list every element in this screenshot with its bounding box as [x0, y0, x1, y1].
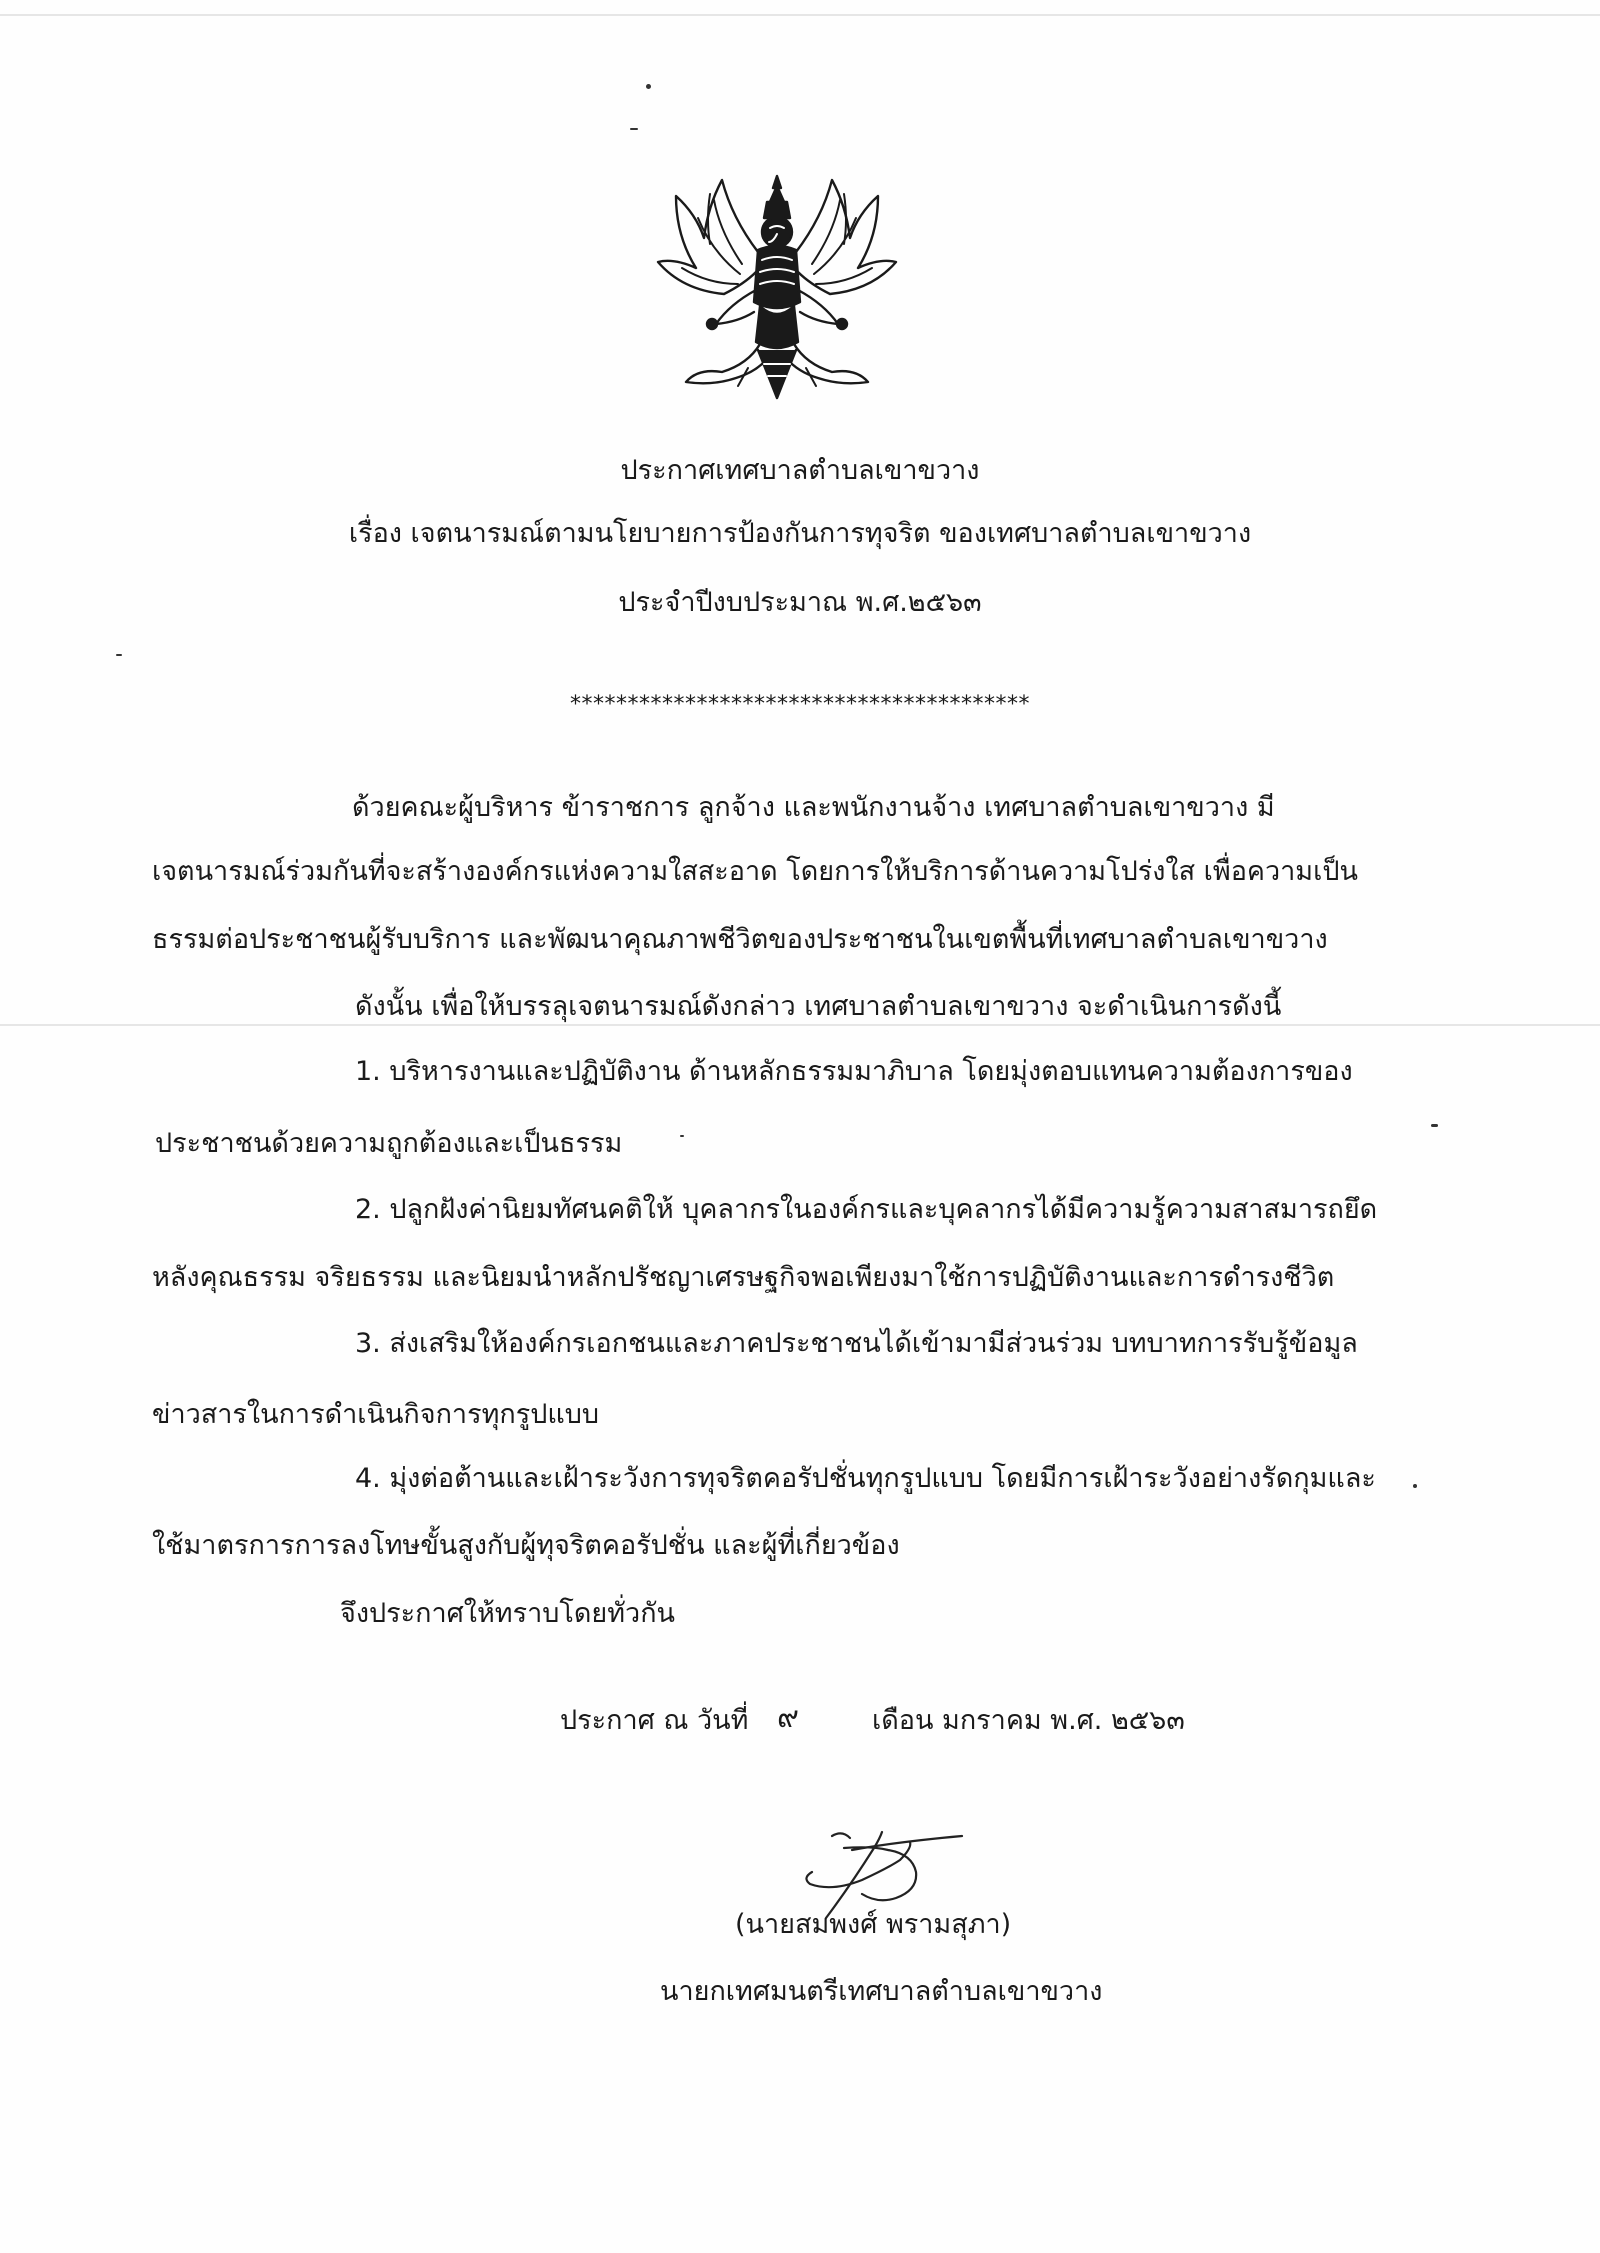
scan-speck [646, 84, 651, 89]
item-3-line-2: ข่าวสารในการดำเนินกิจการทุกรูปแบบ [152, 1399, 600, 1430]
page-fold-line [0, 1024, 1600, 1026]
item-2-line-2: หลังคุณธรรม จริยธรรม และนิยมนำหลักปรัชญาเศรษฐกิจพอเพียงมาใช้การปฏิบัติงานและการดำรงชีวิต [152, 1262, 1335, 1293]
intro-line-2: เจตนารมณ์ร่วมกันที่จะสร้างองค์กรแห่งความใสสะอาด โดยการให้บริการด้านความโปร่งใส เพื่อความเป็น [152, 856, 1358, 887]
scan-speck [630, 128, 638, 130]
item-1-line-1: 1. บริหารงานและปฏิบัติงาน ด้านหลักธรรมมาภิบาล โดยมุ่งตอบแทนความต้องการของ [355, 1056, 1353, 1087]
fiscal-year-line: ประจำปีงบประมาณ พ.ศ.๒๕๖๓ [618, 587, 982, 618]
date-day: ๙ [777, 1700, 799, 1735]
announcement-subject: เรื่อง เจตนารมณ์ตามนโยบายการป้องกันการทุจริต ของเทศบาลตำบลเขาขวาง [348, 518, 1252, 549]
handwritten-signature [792, 1820, 972, 1920]
item-3-line-1: 3. ส่งเสริมให้องค์กรเอกชนและภาคประชาชนได้เข้ามามีส่วนร่วม บทบาทการรับรู้ข้อมูล [355, 1328, 1358, 1359]
garuda-emblem [652, 172, 902, 402]
scan-speck [1431, 1124, 1438, 1127]
signatory-name: (นายสมพงศ์ พรามสุภา) [735, 1909, 1012, 1940]
item-4-line-1: 4. มุ่งต่อต้านและเฝ้าระวังการทุจริตคอรัปชั่นทุกรูปแบบ โดยมีการเฝ้าระวังอย่างรัดกุมและ [355, 1463, 1376, 1494]
scan-speck [116, 654, 122, 656]
scan-speck [680, 1135, 684, 1137]
therefore-line: ดังนั้น เพื่อให้บรรลุเจตนารมณ์ดังกล่าว เทศบาลตำบลเขาขวาง จะดำเนินการดังนี้ [355, 991, 1282, 1022]
scan-edge-line [0, 14, 1600, 16]
announcement-title: ประกาศเทศบาลตำบลเขาขวาง [620, 455, 980, 486]
signatory-position: นายกเทศมนตรีเทศบาลตำบลเขาขวาง [660, 1976, 1103, 2007]
item-4-line-2: ใช้มาตรการการลงโทษขั้นสูงกับผู้ทุจริตคอรัปชั่น และผู้ที่เกี่ยวข้อง [152, 1530, 900, 1561]
intro-line-1: ด้วยคณะผู้บริหาร ข้าราชการ ลูกจ้าง และพนักงานจ้าง เทศบาลตำบลเขาขวาง มี [352, 792, 1275, 823]
item-2-line-1: 2. ปลูกฝังค่านิยมทัศนคติให้ บุคลากรในองค์กรและบุคลากรได้มีความรู้ความสาสมารถยึด [355, 1194, 1378, 1225]
date-month-year: เดือน มกราคม พ.ศ. ๒๕๖๓ [872, 1705, 1185, 1736]
separator-line: **************************************** [570, 692, 1030, 717]
closing-line: จึงประกาศให้ทราบโดยทั่วกัน [340, 1598, 675, 1629]
date-prefix: ประกาศ ณ วันที่ [560, 1705, 749, 1736]
item-1-line-2: ประชาชนด้วยความถูกต้องและเป็นธรรม [155, 1128, 623, 1159]
scan-speck [1413, 1484, 1417, 1488]
intro-line-3: ธรรมต่อประชาชนผู้รับบริการ และพัฒนาคุณภาพชีวิตของประชาชนในเขตพื้นที่เทศบาลตำบลเขาขวาง [152, 924, 1328, 955]
